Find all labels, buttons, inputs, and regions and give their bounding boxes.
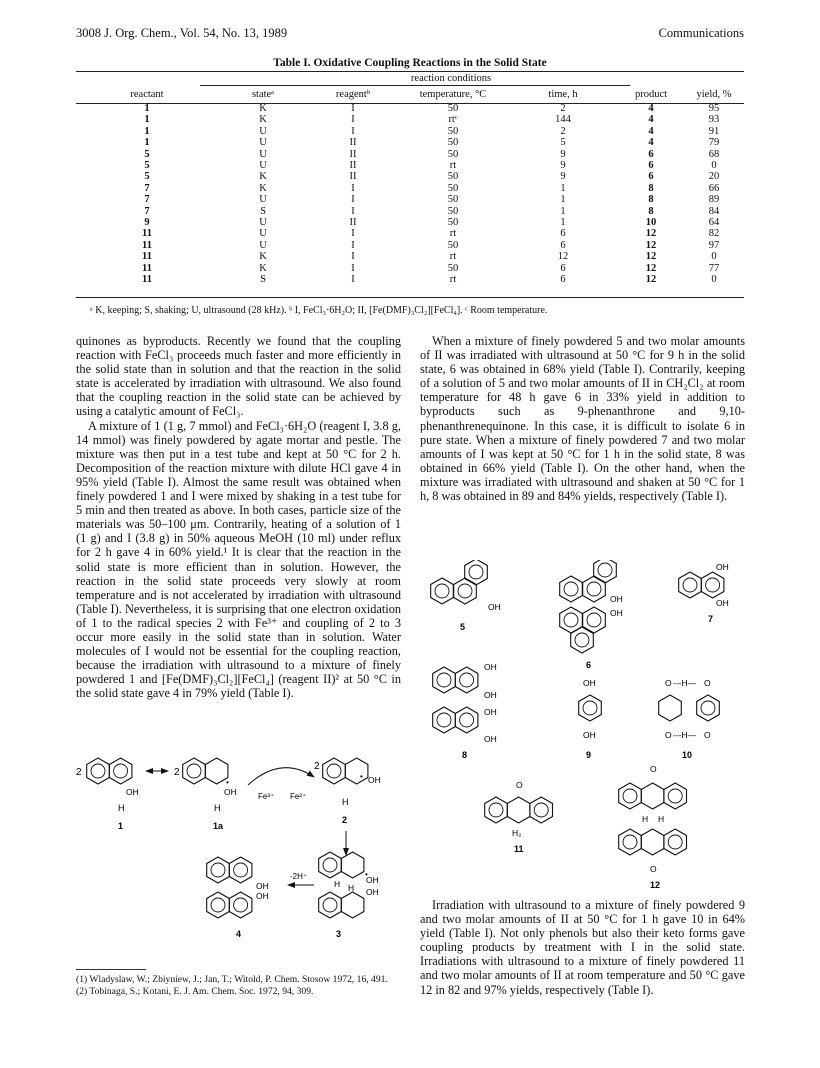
table-row <box>76 183 744 194</box>
table-cell: 9 <box>560 171 566 183</box>
svg-text:OH: OH <box>484 734 497 744</box>
right-column-text-2 <box>420 898 745 997</box>
table-cell: 12 <box>645 251 657 263</box>
table-cell: 50 <box>447 171 459 183</box>
table-title: Table I. Oxidative Coupling Reactions in the Solid State <box>273 57 547 69</box>
svg-text:OH: OH <box>484 690 497 700</box>
column-header: time, h <box>548 88 578 100</box>
table-cell: 64 <box>708 217 720 229</box>
table-row <box>76 251 744 262</box>
svg-text:OH: OH <box>368 775 381 785</box>
h-label: H <box>118 803 125 813</box>
table-cell: 50 <box>447 262 459 274</box>
svg-text:H: H <box>334 879 341 889</box>
compound-11-label: 11 <box>514 844 524 854</box>
table-cell: 1 <box>560 194 566 206</box>
table-cell: I <box>351 114 355 126</box>
table-cell: K <box>259 171 267 183</box>
table-cell: U <box>259 194 267 206</box>
compound-12-label: 12 <box>650 880 661 890</box>
compound-5-label: 5 <box>460 622 466 632</box>
compound-4-structure <box>207 857 269 939</box>
table-cell: 50 <box>447 182 459 194</box>
table-cell: 6 <box>648 171 654 183</box>
table-cell: 77 <box>708 262 720 274</box>
svg-text:H: H <box>348 883 355 893</box>
table-cell: 50 <box>447 239 459 251</box>
svg-text:OH: OH <box>583 678 596 688</box>
svg-text:H: H <box>342 797 349 807</box>
table-cell: 6 <box>560 239 566 251</box>
compound-12-structure <box>619 764 687 890</box>
svg-text:OH: OH <box>256 891 269 901</box>
table-cell: 1 <box>144 103 150 114</box>
table-row <box>76 114 744 125</box>
compound-1-label: 1 <box>118 821 124 831</box>
section-header: Communications <box>658 26 744 40</box>
table-cell: U <box>259 160 267 172</box>
svg-text:O: O <box>704 678 711 688</box>
left-paragraph-1: quinones as byproducts. Recently we found that the coupling reaction with FeCl₃ proceeds much faster and more efficiently in the solid state than in solution and that the reaction in the solid state is accelerated by irradiation with ultrasound. We also found that the coupling reaction in the solid state can be achieved by using a catalytic amount of FeCl₃. <box>76 334 401 419</box>
svg-text:OH: OH <box>716 562 729 572</box>
table-cell: 8 <box>648 182 654 194</box>
reaction-scheme <box>76 755 401 960</box>
table-cell: I <box>351 262 355 274</box>
table-cell: 66 <box>708 182 720 194</box>
table-cell: 11 <box>142 251 152 263</box>
svg-text:OH: OH <box>488 602 501 612</box>
table-cell: 1 <box>560 217 566 229</box>
column-header: temperature, °C <box>419 88 487 100</box>
svg-text:OH: OH <box>484 707 497 717</box>
structures-panel <box>420 560 745 892</box>
table-cell: II <box>349 160 357 172</box>
table-cell: rt <box>449 251 457 263</box>
column-header: reactant <box>130 88 164 100</box>
compound-8-label: 8 <box>462 750 468 760</box>
table-cell: 7 <box>144 205 150 217</box>
reference-1: (1) Wladyslaw, W.; Zbiyniew, J.; Jan, T.; Witold, P. Chem. Stosow 1972, 16, 491. <box>76 974 388 985</box>
table-cell: S <box>260 274 266 286</box>
table-cell: K <box>259 182 267 194</box>
svg-text:OH: OH <box>610 594 623 604</box>
table-cell: I <box>351 205 355 217</box>
table-cell: K <box>259 251 267 263</box>
table-cell: 10 <box>645 217 657 229</box>
table-cell: 11 <box>142 262 152 274</box>
compound-1-structure <box>76 758 139 831</box>
compound-7-structure <box>679 562 729 624</box>
table-cell: 50 <box>447 103 459 114</box>
svg-text:OH: OH <box>610 608 623 618</box>
column-header: yield, % <box>696 88 732 100</box>
table-cell: II <box>349 137 357 149</box>
table-row <box>76 263 744 274</box>
svg-text:•: • <box>365 870 368 879</box>
table-cell: K <box>259 262 267 274</box>
svg-text:OH: OH <box>366 875 379 885</box>
compound-7-label: 7 <box>708 614 714 624</box>
right-paragraph-1: When a mixture of finely powdered 5 and two molar amounts of II was irradiated with ultrasound at 50 °C for 9 h in the solid state, 6 was obtained in 68% yield (Table I). Contrarily, keeping of a solution of 5 and two molar amounts of II in CH₂Cl₂ at room temperature for 48 h gave 6 in 33% yield in addition to byproducts such as 9-phenanthrone and 9,10-phenanthrenequinone. In this case, it is difficult to isolate 6 in pure state. When a mixture of finely powdered 7 and two molar amounts of I was kept at 50 °C for 1 h in the solid state, 8 was obtained in 66% yield (Table I). On the other hand, when the mixture was irradiated with ultrasound and shaken at 50 °C for 1 h, 8 was obtained in 89 and 84% yields, respectively (Table I). <box>420 334 745 504</box>
compound-10-label: 10 <box>682 750 693 760</box>
table-cell: 95 <box>708 103 720 114</box>
table-row <box>76 274 744 285</box>
table-cell: 50 <box>447 125 459 137</box>
minus-2h-label: -2H⁺ <box>290 872 308 881</box>
table-cell: I <box>351 103 355 114</box>
table-cell: 93 <box>708 114 720 126</box>
compound-2-label: 2 <box>342 815 348 825</box>
svg-text:OH: OH <box>224 787 237 797</box>
table-cell: 4 <box>648 103 654 114</box>
svg-text:OH: OH <box>716 598 729 608</box>
table-cell: 4 <box>648 125 654 137</box>
table-cell: 50 <box>447 148 459 160</box>
table-cell: rt <box>449 274 457 286</box>
table-cell: I <box>351 239 355 251</box>
left-paragraph-2: A mixture of 1 (1 g, 7 mmol) and FeCl₃·6H₂O (reagent I, 3.8 g, 14 mmol) was finely powdered by agate mortar and pestle. The mixture was then put in a test tube and kept at 50 °C for 2 h. Decomposition of the reaction mixture with dilute HCl gave 4 in 95% yield (Table I). Almost the same result was obtained when finely powdered 1 and I were mixed by shaking in a test tube for 5 min and then treated as above. In both cases, particle size of the materials was 50–100 μm. Contrarily, heating of a solution of 1 (1 g) and I (3.8 g) in 50% aqueous MeOH (10 ml) under reflux for 2 h gave 4 in 60% yield.¹ It is clear that the reaction in the solid state is more efficient than in solution. However, the reaction in the solid state proceeds very slowly at room temperature and is not accelerated by irradiation with ultrasound (Table I). Nevertheless, it is surprising that one electron oxidation of 1 to the radical species 2 with Fe³⁺ and coupling of 2 to 3 occur more easily in the solid state than in solution. Water molecules of I would not be essential for the coupling reaction, because the irradiation with ultrasound to a mixture of finely powdered 1 and [Fe(DMF)₃Cl₂][FeCl₄] (reagent II)² at 50 °C in the solid state gave 4 in 79% yield (Table I). <box>76 418 401 701</box>
svg-text:O: O <box>665 730 672 740</box>
compound-2-structure <box>314 758 381 825</box>
table-cell: 8 <box>648 205 654 217</box>
compound-11-structure <box>485 780 553 854</box>
compound-5-structure <box>431 560 501 632</box>
table-cell: 9 <box>560 148 566 160</box>
table-cell: U <box>259 148 267 160</box>
compound-9-label: 9 <box>586 750 592 760</box>
table-cell: 7 <box>144 182 150 194</box>
references-rule <box>76 969 146 970</box>
table-cell: 1 <box>144 137 150 149</box>
table-cell: 1 <box>560 182 566 194</box>
compound-10-structure <box>659 678 720 760</box>
table-cell: I <box>351 182 355 194</box>
compound-9-structure <box>579 678 602 760</box>
table-cell: 6 <box>560 262 566 274</box>
table-cell: 50 <box>447 205 459 217</box>
table-bottom-rule <box>76 297 744 298</box>
table-cell: U <box>259 228 267 240</box>
svg-text:OH: OH <box>583 730 596 740</box>
svg-text:2: 2 <box>314 761 320 772</box>
fe2-label: Fe²⁺ <box>290 792 307 801</box>
column-header: reagentᵇ <box>335 88 371 100</box>
table-cell: U <box>259 239 267 251</box>
table-row <box>76 126 744 137</box>
table-cell: U <box>259 217 267 229</box>
table-cell: 11 <box>142 239 152 251</box>
table-row <box>76 137 744 148</box>
oh-label: OH <box>126 787 139 797</box>
table-cell: 91 <box>708 125 720 137</box>
table-cell: II <box>349 148 357 160</box>
table-cell: 5 <box>560 137 566 149</box>
table-cell: 4 <box>648 114 654 126</box>
table-cell: 6 <box>648 160 654 172</box>
table-cell: 7 <box>144 194 150 206</box>
table-cell: rtᶜ <box>448 114 458 126</box>
svg-text:O: O <box>650 864 657 874</box>
table-row <box>76 217 744 228</box>
table-cell: 84 <box>708 205 720 217</box>
table-cell: 0 <box>711 251 717 263</box>
svg-text:OH: OH <box>366 887 379 897</box>
column-header: stateᵃ <box>251 88 275 100</box>
table-cell: 2 <box>560 103 566 114</box>
table-cell: U <box>259 125 267 137</box>
results-table <box>76 72 744 286</box>
table-cell: K <box>259 114 267 126</box>
table-cell: 6 <box>560 228 566 240</box>
table-cell: 144 <box>555 114 571 126</box>
svg-text:H: H <box>658 814 665 824</box>
table-row <box>76 103 744 114</box>
table-cell: 9 <box>560 160 566 172</box>
table-cell: 89 <box>708 194 720 206</box>
table-cell: 4 <box>648 137 654 149</box>
table-cell: 5 <box>144 171 150 183</box>
table-cell: 5 <box>144 160 150 172</box>
table-cell: 6 <box>560 274 566 286</box>
table-footnote: ᵃ K, keeping; S, shaking; U, ultrasound (28 kHz). ᵇ I, FeCl₃·6H₂O; II, [Fe(DMF)₃Cl₂][FeCl₄]. ᶜ Room temperature. <box>90 305 548 316</box>
table-cell: 50 <box>447 194 459 206</box>
svg-text:O: O <box>665 678 672 688</box>
table-cell: 12 <box>645 262 657 274</box>
compound-8-structure <box>433 662 497 760</box>
table-cell: 97 <box>708 239 720 251</box>
table-cell: 1 <box>144 114 150 126</box>
running-header <box>76 26 744 42</box>
compound-1a-structure <box>174 758 237 831</box>
compound-6-structure <box>560 560 623 670</box>
table-cell: 11 <box>142 228 152 240</box>
svg-text:2: 2 <box>174 767 180 778</box>
table-cell: II <box>349 171 357 183</box>
references <box>76 974 401 997</box>
svg-text:O: O <box>704 730 711 740</box>
table-cell: I <box>351 274 355 286</box>
table-cell: 50 <box>447 137 459 149</box>
table-cell: II <box>349 217 357 229</box>
compound-6-label: 6 <box>586 660 592 670</box>
table-cell: 12 <box>557 251 569 263</box>
table-cell: 50 <box>447 217 459 229</box>
table-cell: I <box>351 194 355 206</box>
table-row <box>76 240 744 251</box>
svg-text:H: H <box>642 814 649 824</box>
table-cell: K <box>259 103 267 114</box>
table-cell: 9 <box>144 217 150 229</box>
svg-text:•: • <box>360 772 363 781</box>
svg-text:OH: OH <box>256 881 269 891</box>
group-header: reaction conditions <box>410 73 492 85</box>
reference-2: (2) Tobinaga, S.; Kotani, E. J. Am. Chem. Soc. 1972, 94, 309. <box>76 985 314 997</box>
svg-text:O: O <box>650 764 657 774</box>
table-cell: I <box>351 228 355 240</box>
table-cell: 11 <box>142 274 152 286</box>
table-cell: 0 <box>711 160 717 172</box>
table-row <box>76 171 744 182</box>
svg-text:---H—: ---H— <box>673 678 697 688</box>
compound-3-structure <box>319 852 379 939</box>
table-cell: 6 <box>648 148 654 160</box>
column-header: product <box>634 88 668 100</box>
table-row <box>76 206 744 217</box>
table-cell: 79 <box>708 137 720 149</box>
svg-text:H: H <box>214 803 221 813</box>
journal-header: 3008 J. Org. Chem., Vol. 54, No. 13, 1989 <box>76 26 288 40</box>
table-cell: I <box>351 251 355 263</box>
svg-text:•: • <box>226 778 229 787</box>
table-cell: 82 <box>708 228 720 240</box>
table-row <box>76 149 744 160</box>
table-cell: U <box>259 137 267 149</box>
table-cell: rt <box>449 228 457 240</box>
compound-3-label: 3 <box>336 929 342 939</box>
compound-1a-label: 1a <box>213 821 224 831</box>
table-cell: 1 <box>560 205 566 217</box>
table-cell: 0 <box>711 274 717 286</box>
table-row <box>76 228 744 239</box>
right-paragraph-2: Irradiation with ultrasound to a mixture of finely powdered 9 and two molar amounts of II at 50 °C for 1 h gave 10 in 64% yield (Table I). Not only phenols but also their keto forms gave coupling products by treatment with I in the solid state. Irradiations with ultrasound to a mixture of finely powdered 11 and two molar amounts of II at room temperature and 50 °C gave 12 in 82 and 97% yields, respectively (Table I). <box>420 898 745 997</box>
table-cell: I <box>351 125 355 137</box>
table-cell: S <box>260 205 266 217</box>
coefficient-label: 2 <box>76 767 82 778</box>
table-row <box>76 194 744 205</box>
table-cell: 12 <box>645 228 657 240</box>
left-column-text <box>76 334 401 700</box>
table-cell: 1 <box>144 125 150 137</box>
svg-text:OH: OH <box>484 662 497 672</box>
svg-text:O: O <box>516 780 523 790</box>
table-cell: 2 <box>560 125 566 137</box>
table-row <box>76 160 744 171</box>
table-cell: 12 <box>645 274 657 286</box>
fe3-label: Fe³⁺ <box>258 792 275 801</box>
table-cell: 5 <box>144 148 150 160</box>
table-cell: rt <box>449 160 457 172</box>
compound-4-label: 4 <box>236 929 242 939</box>
table-cell: 20 <box>708 171 720 183</box>
right-column-text <box>420 334 745 503</box>
table-cell: 12 <box>645 239 657 251</box>
table-cell: 8 <box>648 194 654 206</box>
svg-text:H₂: H₂ <box>512 828 522 838</box>
svg-text:---H—: ---H— <box>673 730 697 740</box>
table-cell: 68 <box>708 148 720 160</box>
